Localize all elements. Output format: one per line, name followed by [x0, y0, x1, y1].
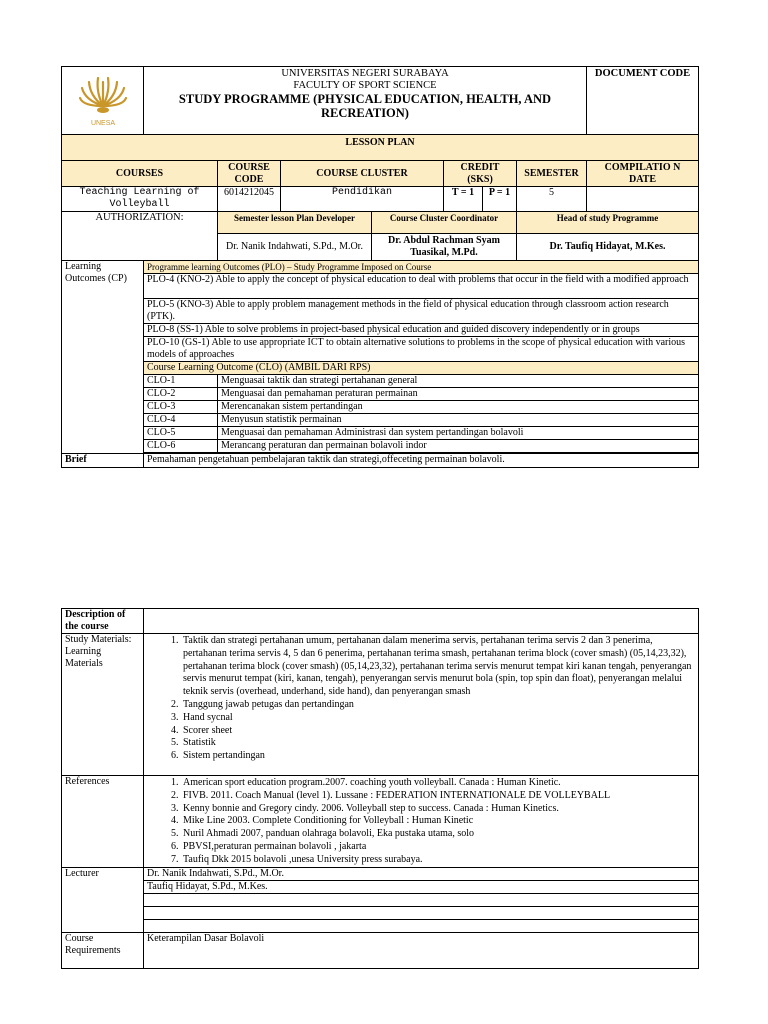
course-code: 6014212045 [218, 187, 281, 212]
clo-text: Menyusun statistik permainan [218, 414, 699, 427]
references [144, 776, 699, 868]
faculty-name: FACULTY OF SPORT SCIENCE [293, 80, 437, 91]
plo-item: PLO-4 (KNO-2) Able to apply the concept of physical education to deal with problems that occur in the field with a modified approach [144, 274, 699, 299]
course-cluster: Pendidikan [281, 187, 444, 212]
list-item: 6. Sistem pertandingan [181, 750, 695, 763]
course-name: Teaching Learning of Volleyball [62, 187, 218, 212]
list-item: 3. Hand sycnal [181, 712, 695, 725]
clo-code: CLO-6 [144, 440, 218, 453]
list-item: 6. PBVSI,peraturan permainan bolavoli , jakarta [181, 841, 695, 854]
head-label: Head of study Programme [517, 212, 699, 234]
course-code-header: COURSE CODE [218, 161, 281, 187]
compilation-date [587, 187, 699, 212]
lesson-plan-header-table [61, 66, 699, 468]
lecturer-label: Lecturer [62, 867, 144, 932]
clo-text: Merencanakan sistem pertandingan [218, 401, 699, 414]
course-cluster-header: COURSE CLUSTER [281, 161, 444, 187]
clo-text: Menguasai dan pemahaman Administrasi dan system pertandingan bolavoli [218, 427, 699, 440]
list-item: 4. Mike Line 2003. Complete Conditioning for Volleyball : Human Kinetic [181, 815, 695, 828]
clo-text: Menguasai dan pemahaman peraturan permainan [218, 388, 699, 401]
list-item: 1. Taktik dan strategi pertahanan umum, pertahanan dalam menerima servis, pertahanan terima servis 2 dan 3 penerima, pertahanan terima servis 4, 5 dan 6 penerima, pertahanan terima smash, pertahanan terima block (cover smash) (05,14,23,32), pertahanan terima block (cover smash) (05,14,23,32), pertahanan terima servis menurut tempat kiri kanan tengah, penyerangan servis menurut tempat (kiri, kanan, tengah), penyerangan servis menurut bola (spin, top spin dan float), penyerangan melalui teknik servis (overhead, underhand, side hand), dan penyerangan smash [181, 635, 695, 699]
list-item: 5. Nuril Ahmadi 2007, panduan olahraga bolavoli, Eka pustaka utama, solo [181, 828, 695, 841]
references-list [147, 777, 695, 867]
semester-value: 5 [517, 187, 587, 212]
clo-code: CLO-3 [144, 401, 218, 414]
courses-header: COURSES [62, 161, 218, 187]
developer-name: Dr. Nanik Indahwati, S.Pd., M.Or. [218, 234, 372, 261]
study-materials [144, 634, 699, 776]
clo-code: CLO-4 [144, 414, 218, 427]
credit-theory: T = 1 [444, 187, 483, 212]
list-item: 4. Scorer sheet [181, 725, 695, 738]
svg-text:UNESA: UNESA [90, 119, 115, 127]
plo-header: Programme learning Outcomes (PLO) – Study Programme Imposed on Course [144, 261, 699, 274]
authorization-label: AUTHORIZATION: [62, 212, 218, 261]
lesson-plan-title: LESSON PLAN [62, 135, 699, 161]
programme-title: STUDY PROGRAMME (PHYSICAL EDUCATION, HEALTH, AND RECREATION) [178, 92, 552, 120]
credit-header: CREDIT (SKS) [444, 161, 517, 187]
study-materials-label: Study Materials: Learning Materials [62, 634, 144, 776]
description-text [144, 609, 699, 634]
clo-code: CLO-5 [144, 427, 218, 440]
requirements-text: Keterampilan Dasar Bolavoli [144, 932, 699, 968]
lecturer-name [144, 906, 699, 919]
document-code-label: DOCUMENT CODE [587, 67, 699, 135]
coordinator-name: Dr. Abdul Rachman Syam Tuasikal, M.Pd. [372, 234, 517, 261]
university-name: UNIVERSITAS NEGERI SURABAYA [281, 68, 449, 79]
plo-item: PLO-10 (GS-1) Able to use appropriate ICT to obtain alternative solutions to problems in the scope of physical education with various models of approaches [144, 337, 699, 362]
learning-outcomes-label: Learning Outcomes (CP) [62, 261, 144, 454]
clo-header: Course Learning Outcome (CLO) (AMBIL DARI RPS) [144, 362, 699, 375]
clo-text: Merancang peraturan dan permainan bolavoli indor [218, 440, 699, 453]
lecturer-name [144, 893, 699, 906]
unesa-logo-icon [78, 70, 128, 128]
logo-cell [62, 67, 144, 135]
clo-code: CLO-2 [144, 388, 218, 401]
credit-practice: P = 1 [483, 187, 517, 212]
references-label: References [62, 776, 144, 868]
title-block [144, 67, 587, 135]
clo-code: CLO-1 [144, 375, 218, 388]
list-item: 2. Tanggung jawab petugas dan pertandingan [181, 699, 695, 712]
list-item: 2. FIVB. 2011. Coach Manual (level 1). Lussane : FEDERATION INTERNATIONALE DE VOLLEYBALL [181, 790, 695, 803]
list-item: 7. Taufiq Dkk 2015 bolavoli ,unesa University press surabaya. [181, 854, 695, 867]
list-item: 5. Statistik [181, 737, 695, 750]
description-label: Description of the course [62, 609, 144, 634]
developer-label: Semester lesson Plan Developer [218, 212, 372, 234]
study-materials-list [147, 635, 695, 763]
clo-text: Menguasai taktik dan strategi pertahanan general [218, 375, 699, 388]
semester-header: SEMESTER [517, 161, 587, 187]
brief-label: Brief [62, 454, 144, 468]
lecturer-empty-row [144, 919, 699, 932]
compilation-date-header: COMPILATIO N DATE [587, 161, 699, 187]
requirements-label: Course Requirements [62, 932, 144, 968]
list-item: 1. American sport education program.2007. coaching youth volleyball. Canada : Human Kinetic. [181, 777, 695, 790]
brief-text: Pemahaman pengetahuan pembelajaran taktik dan strategi,offeceting permainan bolavoli. [144, 454, 699, 468]
list-item: 3. Kenny bonnie and Gregory cindy. 2006. Volleyball step to success. Canada : Human Kinetics. [181, 803, 695, 816]
head-name: Dr. Taufiq Hidayat, M.Kes. [517, 234, 699, 261]
course-description-table [61, 608, 699, 969]
plo-item: PLO-5 (KNO-3) Able to apply problem management methods in the field of physical education through classroom action research (PTK). [144, 299, 699, 324]
coordinator-label: Course Cluster Coordinator [372, 212, 517, 234]
lecturer-name: Dr. Nanik Indahwati, S.Pd., M.Or. [144, 867, 699, 880]
plo-item: PLO-8 (SS-1) Able to solve problems in project-based physical education and guided discovery independently or in groups [144, 324, 699, 337]
lecturer-name: Taufiq Hidayat, S.Pd., M.Kes. [144, 880, 699, 893]
